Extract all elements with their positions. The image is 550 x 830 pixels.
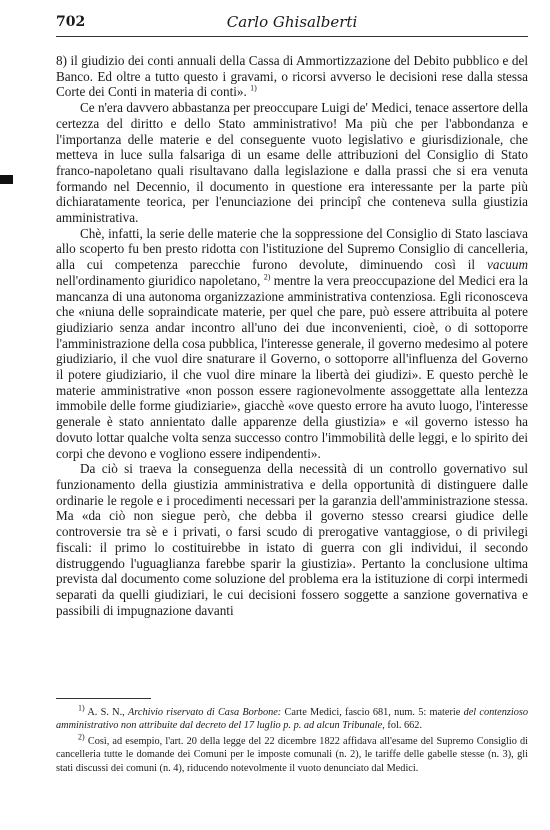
footnote-ref-2: 2) [263,272,271,282]
paragraph-4: Da ciò si traeva la conseguenza della necessità di un controllo governativo sul funzionamento della giustizia amministrativa e della opportunità di distinguere dalle ordinarie le regole e i procedimenti necessari per la garanzia dell'amministrazione stessa. Ma «da ciò non siegue però, che debba il governo stesso crearsi giudice delle controversie tra sè e i privati, o farsi scudo di prerogative vantaggiose, o di privilegi fiscali: il primo lo costituirebbe in istato di guerra con gli individui, il secondo distruggendo l'uguaglianza farebbe sparir la giustizia». Pertanto la conclusione ultima prevista dal documento come soluzione del problema era la istituzione di corpi intermedi separati da quelli giudiziari, le cui decisioni fossero soggette a sanzione governativa e passibili di impugnazione davanti [56,461,528,618]
footnote-ref-1: 1) [250,84,257,94]
running-title: Carlo Ghisalberti [226,13,358,31]
margin-marker [0,175,13,184]
vacuum-term: vacuum [487,257,529,273]
paragraph-1: 8) il giudizio dei conti annuali della Cassa di Ammortizzazione del Debito pubblico e del Banco. Ed oltre a tutto questo i gravami, o ricorsi avverso le decisioni rese dalla stessa Corte dei Conti in materia di conti». $^{1)}$ [56,53,528,100]
paragraph-2: Ce n'era davvero abbastanza per preoccupare Luigi de' Medici, tenace assertore della certezza del diritto e dello Stato amministrativo! Ma più che per l'abbondanza e l'importanza delle materie e del conseguente vuoto legislativo e giurisdizionale, che metteva in luce sulla falsariga di un esame delle attribuzioni del Consiglio di Stato franco-napoletano quali risultavano dalla legislazione e dalla prassi che si era venuta formando nel Decennio, il documento in questione era interessante per la parte più dichiaratamente teorica, per l'enunciazione dei principî che conteneva sulla giustizia amministrativa. [56,100,528,226]
footnote-1: $^{1)}$ A. S. N., Archivio riservato di Casa Borbone: Carte Medici, fascio 681, num. 5: materie del contenzioso amministrativo non attribuite dal decreto del 17 luglio p. p. ad alcun Tribunale, fol. 662. [56,703,529,732]
footnote-2: $^{2)}$ Così, ad esempio, l'art. 20 della legge del 22 dicembre 1822 affidava all'esame del Supremo Consiglio di cancelleria tutte le domande dei Comuni per le imposte comunali (n. 2), le tariffe delle gabelle stesse (n. 3), gli stati discussi dei comuni (n. 4), riducendo notevolmente il vuoto denunciato dal Medici. [56,732,528,774]
page-number: 702 [56,14,86,30]
footnote-rule [56,698,151,699]
body-text [56,53,528,618]
footnotes [56,703,529,777]
paragraph-3: Chè, infatti, la serie delle materie che la soppressione del Consiglio di Stato lasciava allo scoperto fu ben presto ridotta con l'istituzione del Supremo Consiglio di cancelleria, alla cui competenza parecchie furono devolute, diminuendo così il vacuum nell'ordinamento giuridico napoletano, $^{2)}$ mentre la vera preoccupazione del Medici era la mancanza di una autonoma organizzazione amministrativa contenziosa. Egli riconosceva che «niuna delle sopraindicate materie, per quel che pare, può essere attribuita al potere giudiziario senza andar incontro all'uno dei due inconvenienti, cioè, o di sottoporre l'amministrazione della cosa pubblica, l'interesse generale, il governo medesimo al potere giudiziario, il che vuol dire snaturare il Governo, o sottoporre all'influenza del Governo il potere giudiziario, il che vuol dire minare la libertà dei giudizi». E questo perchè le materie amministrative «non posson essere ragionevolmente assoggettate alla lentezza immobile delle forme giudiziarie», giacchè «ove questo errore ha avuto luogo, l'interesse generale è stato annientato dalle apparenze della giustizia» e «il governo istesso ha dovuto lottar qualche volta senza successo contro l'immobilità delle leggi, e lo spirito dei corpi che devono e vogliono essere indipendenti». [56,225,529,461]
running-header [56,12,528,37]
